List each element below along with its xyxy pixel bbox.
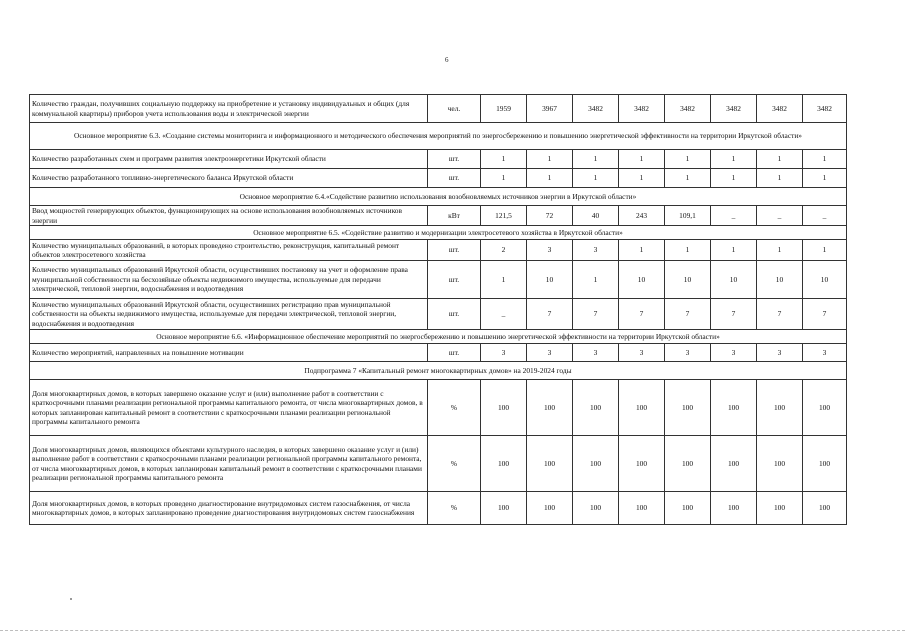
value-cell: 3 xyxy=(665,344,711,362)
value-cell: 3482 xyxy=(803,95,847,123)
table-row xyxy=(30,95,847,123)
section-title: Основное мероприятие 6.3. «Создание системы мониторинга и информационного и методического обеспечения мероприятий по энергосбережению и повышению энергетической эффективности на территории Иркутской области» xyxy=(30,123,847,150)
section-row xyxy=(30,188,847,206)
value-cell: 3482 xyxy=(711,95,757,123)
value-cell: 3 xyxy=(803,344,847,362)
value-cell: 3 xyxy=(527,344,573,362)
value-cell: 1 xyxy=(711,240,757,261)
value-cell: 1 xyxy=(573,169,619,188)
unit-cell: шт. xyxy=(428,240,481,261)
value-cell: 100 xyxy=(757,492,803,525)
indicator-label: Количество граждан, получивших социальную поддержку на приобретение и установку индивидуальных и общих (для коммунальной квартиры) приборов учета использования воды и электрической энергии xyxy=(30,95,428,123)
value-cell: 100 xyxy=(665,492,711,525)
table-row xyxy=(30,240,847,261)
unit-cell: шт. xyxy=(428,261,481,299)
value-cell: 3482 xyxy=(573,95,619,123)
value-cell: 1 xyxy=(665,150,711,169)
unit-cell: шт. xyxy=(428,169,481,188)
value-cell: 2 xyxy=(481,240,527,261)
indicator-label: Количество мероприятий, направленных на повышение мотивации xyxy=(30,344,428,362)
value-cell: 3 xyxy=(481,344,527,362)
value-cell: 7 xyxy=(573,299,619,330)
value-cell: 1 xyxy=(527,169,573,188)
section-title: Основное мероприятие 6.6. «Информационное обеспечение мероприятий по энергосбережению и повышению энергетической эффективности на территории Иркутской области» xyxy=(30,330,847,344)
value-cell: _ xyxy=(803,206,847,226)
unit-cell: кВт xyxy=(428,206,481,226)
table-body xyxy=(30,95,847,525)
value-cell: 100 xyxy=(619,436,665,492)
value-cell: 1 xyxy=(711,150,757,169)
value-cell: 3 xyxy=(619,344,665,362)
value-cell: 100 xyxy=(619,380,665,436)
unit-cell: % xyxy=(428,436,481,492)
value-cell: _ xyxy=(481,299,527,330)
value-cell: 100 xyxy=(711,436,757,492)
value-cell: 100 xyxy=(481,436,527,492)
table-row xyxy=(30,492,847,525)
section-row xyxy=(30,330,847,344)
value-cell: 100 xyxy=(711,492,757,525)
table-row xyxy=(30,380,847,436)
value-cell: 243 xyxy=(619,206,665,226)
value-cell: 1 xyxy=(573,150,619,169)
value-cell: 100 xyxy=(665,436,711,492)
table-row xyxy=(30,150,847,169)
value-cell: 1 xyxy=(481,261,527,299)
value-cell: 100 xyxy=(803,436,847,492)
value-cell: 100 xyxy=(527,436,573,492)
value-cell: 1 xyxy=(803,240,847,261)
value-cell: 3482 xyxy=(665,95,711,123)
value-cell: 7 xyxy=(665,299,711,330)
value-cell: 100 xyxy=(573,436,619,492)
unit-cell: % xyxy=(428,380,481,436)
value-cell: 72 xyxy=(527,206,573,226)
value-cell: 100 xyxy=(573,380,619,436)
value-cell: 7 xyxy=(619,299,665,330)
value-cell: 1 xyxy=(619,150,665,169)
table-row xyxy=(30,169,847,188)
section-title: Основное мероприятие 6.4.«Содействие развитию использования возобновляемых источников энергии в Иркутской области» xyxy=(30,188,847,206)
value-cell: 10 xyxy=(619,261,665,299)
value-cell: 1 xyxy=(665,169,711,188)
section-title: Основное мероприятие 6.5. «Содействие развитию и модернизации электросетевого хозяйства в Иркутской области» xyxy=(30,226,847,240)
value-cell: 10 xyxy=(527,261,573,299)
indicators-table xyxy=(29,94,847,525)
value-cell: 3 xyxy=(573,344,619,362)
unit-cell: шт. xyxy=(428,150,481,169)
value-cell: 1 xyxy=(803,169,847,188)
value-cell: 100 xyxy=(481,380,527,436)
value-cell: 1 xyxy=(527,150,573,169)
value-cell: 3482 xyxy=(619,95,665,123)
indicator-label: Количество муниципальных образований, в которых проведено строительство, реконструкция, капитальный ремонт объектов электросетевого хозяйства xyxy=(30,240,428,261)
value-cell: 1 xyxy=(665,240,711,261)
indicator-label: Доля многоквартирных домов, являющихся объектами культурного наследия, в которых завершено оказание услуг и (или) выполнение работ в соответствии с краткосрочными планами реализации региональной программы капитального ремонта, от числа многоквартирных домов, в которых запланирован капитальный ремонт в соответствии с краткосрочными планами реализации региональной программы капитального ремонта xyxy=(30,436,428,492)
table-row xyxy=(30,344,847,362)
value-cell: 109,1 xyxy=(665,206,711,226)
value-cell: 1 xyxy=(481,169,527,188)
value-cell: 3 xyxy=(757,344,803,362)
value-cell: 10 xyxy=(665,261,711,299)
unit-cell: шт. xyxy=(428,299,481,330)
value-cell: 100 xyxy=(481,492,527,525)
unit-cell: % xyxy=(428,492,481,525)
table-row xyxy=(30,206,847,226)
value-cell: 7 xyxy=(527,299,573,330)
indicator-label: Количество разработанного топливно-энергетического баланса Иркутской области xyxy=(30,169,428,188)
value-cell: 100 xyxy=(527,380,573,436)
value-cell: 100 xyxy=(757,436,803,492)
value-cell: _ xyxy=(711,206,757,226)
value-cell: 10 xyxy=(757,261,803,299)
value-cell: 3 xyxy=(527,240,573,261)
section-row xyxy=(30,123,847,150)
value-cell: 1 xyxy=(757,240,803,261)
value-cell: 1959 xyxy=(481,95,527,123)
value-cell: 100 xyxy=(619,492,665,525)
value-cell: 3 xyxy=(711,344,757,362)
value-cell: 1 xyxy=(619,169,665,188)
value-cell: 10 xyxy=(711,261,757,299)
value-cell: 121,5 xyxy=(481,206,527,226)
section-title: Подпрограмма 7 «Капитальный ремонт многоквартирных домов» на 2019-2024 годы xyxy=(30,362,847,380)
value-cell: 7 xyxy=(803,299,847,330)
value-cell: 1 xyxy=(757,150,803,169)
value-cell: 100 xyxy=(711,380,757,436)
value-cell: 100 xyxy=(803,492,847,525)
indicator-label: Доля многоквартирных домов, в которых проведено диагностирование внутридомовых систем газоснабжения, от числа многоквартирных домов, в которых запланировано проведение диагностирования внутридомовых систем газоснабжения xyxy=(30,492,428,525)
value-cell: 1 xyxy=(481,150,527,169)
indicator-label: Количество муниципальных образований Иркутской области, осуществивших постановку на учет и оформление права муниципальной собственности на бесхозяйные объекты недвижимого имущества, используемые для передачи электрической, тепловой энергии, водоснабжения и водоотведения xyxy=(30,261,428,299)
value-cell: 1 xyxy=(573,261,619,299)
value-cell: _ xyxy=(757,206,803,226)
indicator-label: Доля многоквартирных домов, в которых завершено оказание услуг и (или) выполнение работ в соответствии с краткосрочными планами реализации региональной программы капитального ремонта, от числа многоквартирных домов, в которых запланирован капитальный ремонт в соответствии с краткосрочными планами реализации региональной программы капитального ремонта xyxy=(30,380,428,436)
value-cell: 7 xyxy=(757,299,803,330)
value-cell: 3967 xyxy=(527,95,573,123)
page-number: 6 xyxy=(445,56,449,64)
section-row xyxy=(30,226,847,240)
table-row xyxy=(30,261,847,299)
value-cell: 3482 xyxy=(757,95,803,123)
value-cell: 1 xyxy=(803,150,847,169)
value-cell: 1 xyxy=(711,169,757,188)
value-cell: 100 xyxy=(573,492,619,525)
indicator-label: Количество муниципальных образований Иркутской области, осуществивших регистрацию прав муниципальной собственности на объекты недвижимого имущества, используемые для передачи электрической, тепловой энергии, водоснабжения и водоотведения xyxy=(30,299,428,330)
value-cell: 100 xyxy=(803,380,847,436)
value-cell: 7 xyxy=(711,299,757,330)
value-cell: 40 xyxy=(573,206,619,226)
scan-speck xyxy=(70,598,72,600)
table-row xyxy=(30,299,847,330)
scan-edge-line xyxy=(0,630,905,631)
indicator-label: Ввод мощностей генерирующих объектов, функционирующих на основе использования возобновляемых источников энергии xyxy=(30,206,428,226)
value-cell: 10 xyxy=(803,261,847,299)
value-cell: 3 xyxy=(573,240,619,261)
section-row xyxy=(30,362,847,380)
value-cell: 1 xyxy=(757,169,803,188)
value-cell: 100 xyxy=(527,492,573,525)
value-cell: 100 xyxy=(665,380,711,436)
indicator-label: Количество разработанных схем и программ развития электроэнергетики Иркутской области xyxy=(30,150,428,169)
unit-cell: шт. xyxy=(428,344,481,362)
value-cell: 100 xyxy=(757,380,803,436)
value-cell: 1 xyxy=(619,240,665,261)
unit-cell: чел. xyxy=(428,95,481,123)
table-row xyxy=(30,436,847,492)
